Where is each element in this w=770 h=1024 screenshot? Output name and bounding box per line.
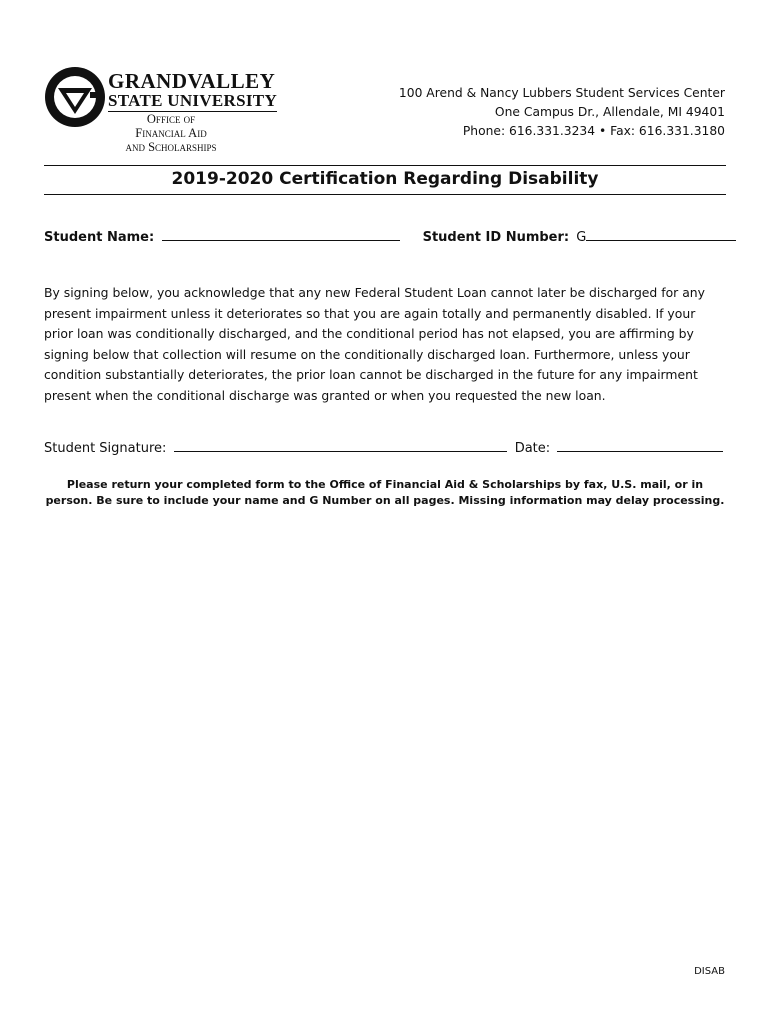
logo-office-line2: Financial Aid bbox=[135, 126, 207, 140]
address-contact: Phone: 616.331.3234 • Fax: 616.331.3180 bbox=[462, 124, 725, 138]
logo-office-line1: Office of bbox=[146, 112, 196, 126]
logo-university-name-line2: STATE UNIVERSITY bbox=[108, 91, 278, 110]
return-instructions: Please return your completed form to the Office of Financial Aid & Scholarships by fax, U.S. mail, or in person. Be sure to include your name and G Number on all pages. Missing information may delay processing. bbox=[45, 478, 725, 507]
logo-office-line3: and Scholarships bbox=[125, 140, 217, 154]
signature-label: Student Signature: bbox=[44, 441, 167, 456]
logo-office-name bbox=[86, 112, 256, 154]
logo-university-name-line1: GRANDVALLEY bbox=[108, 69, 276, 93]
acknowledgement-text: By signing below, you acknowledge that any new Federal Student Loan cannot later be discharged for any present impairment unless it deteriorates so that you are again totally and permanently disabled. If your prior loan was conditionally discharged, and the conditional period has not elapsed, you are affirming by signing below that collection will resume on the conditionally discharged loan. Furthermore, unless your condition substantially deteriorates, the prior loan cannot be discharged in the future for any impairment present when the conditional discharge was granted or when you requested the new loan. bbox=[44, 285, 705, 403]
signature-field[interactable] bbox=[174, 439, 507, 452]
form-code: DISAB bbox=[694, 966, 725, 977]
student-info-row bbox=[44, 228, 726, 245]
date-label: Date: bbox=[514, 441, 551, 456]
student-id-field[interactable] bbox=[586, 228, 736, 241]
student-name-label: Student Name: bbox=[44, 230, 155, 245]
gvsu-logo bbox=[44, 66, 284, 156]
office-address bbox=[399, 84, 725, 141]
date-field[interactable] bbox=[557, 439, 723, 452]
signature-row bbox=[44, 439, 726, 456]
title-bottom-rule bbox=[44, 194, 726, 195]
student-id-prefix: G bbox=[576, 230, 587, 245]
student-name-field[interactable] bbox=[162, 228, 400, 241]
student-id-label: Student ID Number: bbox=[422, 230, 570, 245]
address-line2: One Campus Dr., Allendale, MI 49401 bbox=[494, 105, 725, 119]
page-title: 2019-2020 Certification Regarding Disability bbox=[171, 169, 599, 189]
address-line1: 100 Arend & Nancy Lubbers Student Services Center bbox=[398, 86, 725, 100]
title-top-rule bbox=[44, 165, 726, 166]
